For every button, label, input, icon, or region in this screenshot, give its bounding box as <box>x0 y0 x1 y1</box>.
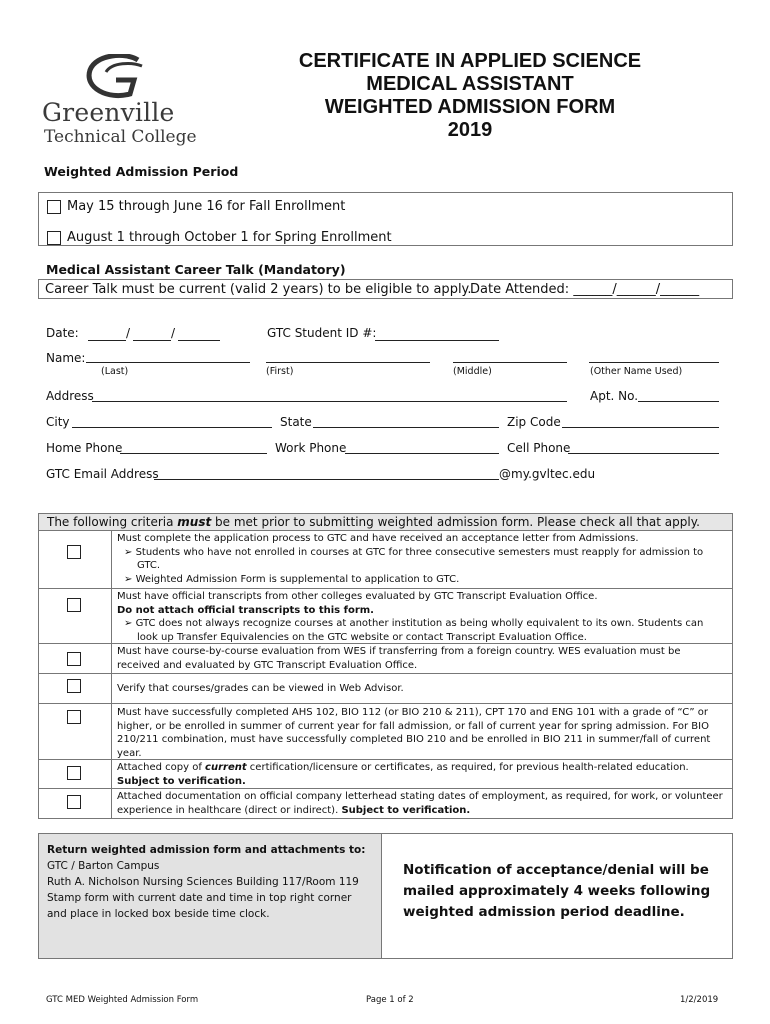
greenville-g-emblem-icon <box>82 54 162 100</box>
criteria-row <box>39 644 732 674</box>
title-year: 2019 <box>447 119 493 141</box>
checkbox[interactable] <box>67 710 81 724</box>
date-slash: / <box>126 326 131 340</box>
email-domain: @my.gvltec.edu <box>499 467 596 481</box>
return-line: Ruth A. Nicholson Nursing Sciences Building 117/Room 119 <box>47 876 359 888</box>
criteria-row <box>39 589 732 644</box>
zip-line[interactable] <box>562 427 719 428</box>
email-line[interactable] <box>154 479 499 480</box>
checkbox[interactable] <box>47 231 61 245</box>
other-name-line[interactable] <box>589 362 719 363</box>
work-phone-label: Work Phone <box>275 441 347 455</box>
period-option-label: August 1 through October 1 for Spring Enrollment <box>67 230 392 245</box>
return-instructions <box>39 834 382 958</box>
criteria-heading: The following criteria must be met prior to submitting weighted admission form. Please check all that apply. <box>39 514 732 531</box>
cell-phone-line[interactable] <box>568 453 719 454</box>
criteria-text: Must have successfully completed AHS 102, BIO 112 (or BIO 210 & 211), CPT 170 and ENG 101 with a grade of “C” or higher, or be enrolled in summer of current year for fall admission, or fall of current year for spring admission. For BIO 210/211 combination, must have successfully completed BIO 210 and be enrolled in BIO 211 in summer/fall of current year. <box>117 707 711 759</box>
form-title <box>260 50 680 142</box>
footer-form-name: GTC MED Weighted Admission Form <box>46 995 199 1005</box>
logo-name: Greenville <box>42 98 175 127</box>
last-name-caption: (Last) <box>101 366 129 377</box>
title-line: WEIGHTED ADMISSION FORM <box>324 96 616 118</box>
date-slash: / <box>171 326 176 340</box>
criteria-table <box>38 513 733 819</box>
other-name-caption: (Other Name Used) <box>590 366 683 377</box>
middle-name-line[interactable] <box>453 362 567 363</box>
student-id-line[interactable] <box>375 340 499 341</box>
address-label: Address <box>46 389 94 403</box>
work-phone-line[interactable] <box>345 453 499 454</box>
address-line[interactable] <box>92 401 567 402</box>
return-box <box>38 833 733 959</box>
criteria-text: Must have official transcripts from other colleges evaluated by GTC Transcript Evaluation Office. Do not attach official transcripts to this form. ➢ GTC does not always recognize courses at another institution as being wholly equivalent to its own. Students can look up Transfer Equivalencies on the GTC website or contact Transcript Evaluation Office. <box>117 591 704 643</box>
checkbox[interactable] <box>47 200 61 214</box>
period-option-fall[interactable] <box>47 199 345 214</box>
zip-label: Zip Code <box>507 415 561 429</box>
period-heading: Weighted Admission Period <box>44 164 239 179</box>
criteria-row <box>39 789 732 819</box>
return-heading: Return weighted admission form and attachments to: <box>47 844 366 856</box>
footer-date: 1/2/2019 <box>680 995 719 1005</box>
period-option-label: May 15 through June 16 for Fall Enrollment <box>67 199 346 214</box>
date-attended-field[interactable]: Date Attended: ______/______/______ <box>470 282 700 297</box>
student-id-label: GTC Student ID #: <box>267 326 377 340</box>
title-line: MEDICAL ASSISTANT <box>366 73 574 95</box>
criteria-row <box>39 531 732 589</box>
criteria-row <box>39 674 732 704</box>
apt-label: Apt. No. <box>590 389 639 403</box>
footer-page-number: Page 1 of 2 <box>366 995 414 1005</box>
criteria-row <box>39 704 732 760</box>
city-label: City <box>46 415 70 429</box>
last-name-line[interactable] <box>86 362 250 363</box>
checkbox[interactable] <box>67 545 81 559</box>
date-day-line[interactable] <box>133 340 171 341</box>
cell-phone-label: Cell Phone <box>507 441 571 455</box>
career-text: Career Talk must be current (valid 2 years) to be eligible to apply. <box>45 282 472 297</box>
career-box <box>38 279 733 299</box>
name-label: Name: <box>46 351 86 365</box>
state-label: State <box>280 415 312 429</box>
criteria-text: Attached documentation on official company letterhead stating dates of employment, as required, for work, or volunteer experience in healthcare (direct or indirect). Subject to verification. <box>117 791 723 816</box>
period-option-spring[interactable] <box>47 230 392 245</box>
return-line: GTC / Barton Campus <box>47 860 160 872</box>
first-name-line[interactable] <box>266 362 430 363</box>
return-line: Stamp form with current date and time in top right corner and place in locked box beside time clock. <box>47 892 352 920</box>
college-logo <box>42 54 212 146</box>
criteria-row <box>39 760 732 789</box>
checkbox[interactable] <box>67 679 81 693</box>
notification-text: Notification of acceptance/denial will be mailed approximately 4 weeks following weighted admission period deadline. <box>403 862 711 920</box>
home-phone-label: Home Phone <box>46 441 123 455</box>
career-heading: Medical Assistant Career Talk (Mandatory) <box>46 262 346 277</box>
date-year-line[interactable] <box>178 340 220 341</box>
date-month-line[interactable] <box>88 340 126 341</box>
criteria-text: Must have course-by-course evaluation from WES if transferring from a foreign country. WES evaluation must be received and evaluated by GTC Transcript Evaluation Office. <box>117 646 681 671</box>
checkbox[interactable] <box>67 598 81 612</box>
criteria-text: Verify that courses/grades can be viewed in Web Advisor. <box>117 683 404 694</box>
criteria-text: Attached copy of current certification/licensure or certificates, as required, for previous health-related education. Subject to verification. <box>117 762 689 787</box>
logo-subname: Technical College <box>44 127 197 147</box>
criteria-text: Must complete the application process to GTC and have received an acceptance letter from Admissions. ➢ Students who have not enrolled in courses at GTC for three consecutive semesters must reapply for admission to GTC. ➢ Weighted Admission Form is supplemental to application to GTC. <box>117 533 704 585</box>
city-line[interactable] <box>72 427 272 428</box>
checkbox[interactable] <box>67 652 81 666</box>
checkbox[interactable] <box>67 795 81 809</box>
email-label: GTC Email Address <box>46 467 159 481</box>
checkbox[interactable] <box>67 766 81 780</box>
home-phone-line[interactable] <box>120 453 267 454</box>
date-label: Date: <box>46 326 79 340</box>
period-box <box>38 192 733 246</box>
state-line[interactable] <box>313 427 499 428</box>
first-name-caption: (First) <box>266 366 294 377</box>
title-line: CERTIFICATE IN APPLIED SCIENCE <box>298 50 642 72</box>
apt-line[interactable] <box>638 401 719 402</box>
middle-name-caption: (Middle) <box>453 366 492 377</box>
